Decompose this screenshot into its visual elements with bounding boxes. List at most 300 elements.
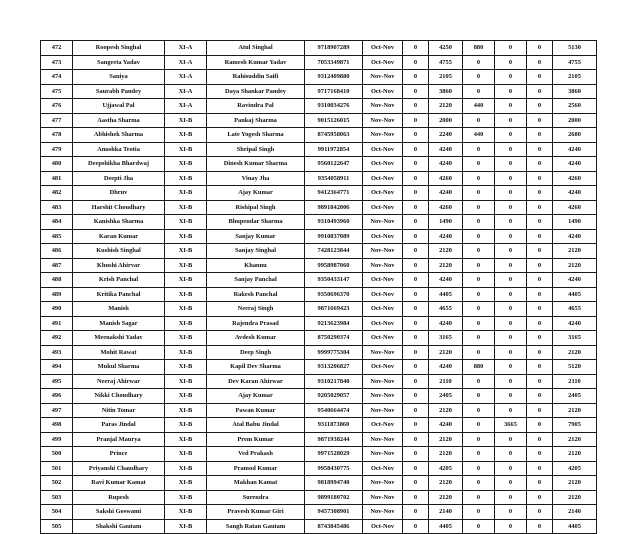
amount-col-1-cell: 0 — [403, 113, 429, 128]
amount-col-4-cell: 0 — [495, 302, 527, 317]
amount-col-5-cell: 0 — [527, 186, 553, 201]
amount-col-4-cell: 0 — [495, 519, 527, 534]
serial-number-cell: 497 — [41, 403, 73, 418]
amount-col-3-cell: 0 — [463, 331, 495, 346]
mobile-number-cell: 9457308901 — [305, 505, 363, 520]
amount-col-4-cell: 0 — [495, 70, 527, 85]
amount-col-5-cell: 0 — [527, 55, 553, 70]
total-amount-cell: 2405 — [553, 389, 597, 404]
table-row — [41, 403, 597, 418]
total-amount-cell: 4405 — [553, 519, 597, 534]
father-name-cell: Dinesh Kumar Sharma — [207, 157, 305, 172]
serial-number-cell: 499 — [41, 432, 73, 447]
mobile-number-cell: 8745958063 — [305, 128, 363, 143]
serial-number-cell: 496 — [41, 389, 73, 404]
mobile-number-cell: 8743845486 — [305, 519, 363, 534]
total-amount-cell: 4260 — [553, 200, 597, 215]
total-amount-cell: 4240 — [553, 186, 597, 201]
fee-month-cell: Oct-Nov — [363, 519, 403, 534]
class-section-cell: XI-B — [165, 374, 207, 389]
father-name-cell: Shripal Singh — [207, 142, 305, 157]
total-amount-cell: 2560 — [553, 99, 597, 114]
amount-col-2-cell: 4205 — [429, 461, 463, 476]
class-section-cell: XI-B — [165, 432, 207, 447]
table-row — [41, 171, 597, 186]
fee-month-cell: Oct-Nov — [363, 171, 403, 186]
serial-number-cell: 498 — [41, 418, 73, 433]
student-name-cell: Prince — [73, 447, 165, 462]
class-section-cell: XI-B — [165, 186, 207, 201]
serial-number-cell: 486 — [41, 244, 73, 259]
table-row — [41, 374, 597, 389]
father-name-cell: Sanjay Panchal — [207, 273, 305, 288]
student-name-cell: Nitin Tomar — [73, 403, 165, 418]
amount-col-3-cell: 0 — [463, 403, 495, 418]
amount-col-4-cell: 0 — [495, 287, 527, 302]
serial-number-cell: 485 — [41, 229, 73, 244]
amount-col-2-cell: 2120 — [429, 447, 463, 462]
student-name-cell: Deepshikha Bhardwaj — [73, 157, 165, 172]
father-name-cell: Ved Prakash — [207, 447, 305, 462]
student-name-cell: Saurabh Pandey — [73, 84, 165, 99]
father-name-cell: Atul Singhal — [207, 41, 305, 56]
serial-number-cell: 505 — [41, 519, 73, 534]
amount-col-3-cell: 0 — [463, 476, 495, 491]
fee-month-cell: Oct-Nov — [363, 273, 403, 288]
serial-number-cell: 477 — [41, 113, 73, 128]
amount-col-2-cell: 4240 — [429, 316, 463, 331]
total-amount-cell: 4405 — [553, 287, 597, 302]
amount-col-3-cell: 0 — [463, 432, 495, 447]
student-name-cell: Saniya — [73, 70, 165, 85]
amount-col-2-cell: 3165 — [429, 331, 463, 346]
amount-col-4-cell: 0 — [495, 41, 527, 56]
table-row — [41, 519, 597, 534]
amount-col-2-cell: 4240 — [429, 418, 463, 433]
student-name-cell: Khushi Ahirvar — [73, 258, 165, 273]
total-amount-cell: 4260 — [553, 171, 597, 186]
student-name-cell: Neeraj Ahirwar — [73, 374, 165, 389]
serial-number-cell: 488 — [41, 273, 73, 288]
student-name-cell: Kritika Panchal — [73, 287, 165, 302]
amount-col-3-cell: 0 — [463, 461, 495, 476]
father-name-cell: Prem Kumar — [207, 432, 305, 447]
amount-col-2-cell: 2240 — [429, 128, 463, 143]
amount-col-5-cell: 0 — [527, 432, 553, 447]
mobile-number-cell: 9958430775 — [305, 461, 363, 476]
table-row — [41, 41, 597, 56]
father-name-cell: Rahisuddin Saifi — [207, 70, 305, 85]
mobile-number-cell: 9350696370 — [305, 287, 363, 302]
father-name-cell: Ajay Kumar — [207, 186, 305, 201]
class-section-cell: XI-B — [165, 287, 207, 302]
amount-col-1-cell: 0 — [403, 476, 429, 491]
mobile-number-cell: 9958987060 — [305, 258, 363, 273]
student-name-cell: Deepti Jha — [73, 171, 165, 186]
amount-col-5-cell: 0 — [527, 490, 553, 505]
amount-col-2-cell: 4250 — [429, 41, 463, 56]
table-row — [41, 389, 597, 404]
amount-col-4-cell: 0 — [495, 142, 527, 157]
amount-col-3-cell: 0 — [463, 244, 495, 259]
amount-col-3-cell: 0 — [463, 447, 495, 462]
amount-col-4-cell: 0 — [495, 157, 527, 172]
table-row — [41, 186, 597, 201]
mobile-number-cell: 9354058911 — [305, 171, 363, 186]
student-name-cell: Abhishek Sharma — [73, 128, 165, 143]
table-row — [41, 447, 597, 462]
total-amount-cell: 4240 — [553, 142, 597, 157]
serial-number-cell: 503 — [41, 490, 73, 505]
class-section-cell: XI-B — [165, 302, 207, 317]
student-name-cell: Paras Jindal — [73, 418, 165, 433]
father-name-cell: Pankaj Sharma — [207, 113, 305, 128]
amount-col-1-cell: 0 — [403, 273, 429, 288]
total-amount-cell: 4205 — [553, 461, 597, 476]
amount-col-2-cell: 2000 — [429, 113, 463, 128]
amount-col-2-cell: 2120 — [429, 403, 463, 418]
total-amount-cell: 2120 — [553, 345, 597, 360]
fee-month-cell: Oct-Nov — [363, 41, 403, 56]
total-amount-cell: 4240 — [553, 316, 597, 331]
class-section-cell: XI-B — [165, 229, 207, 244]
fee-month-cell: Nov-Nov — [363, 113, 403, 128]
fee-month-cell: Oct-Nov — [363, 302, 403, 317]
amount-col-5-cell: 0 — [527, 142, 553, 157]
amount-col-4-cell: 0 — [495, 244, 527, 259]
fee-table — [40, 40, 597, 534]
fee-month-cell: Nov-Nov — [363, 447, 403, 462]
amount-col-2-cell: 2120 — [429, 490, 463, 505]
table-row — [41, 55, 597, 70]
amount-col-1-cell: 0 — [403, 287, 429, 302]
amount-col-3-cell: 0 — [463, 142, 495, 157]
student-name-cell: Mohit Rawat — [73, 345, 165, 360]
amount-col-1-cell: 0 — [403, 490, 429, 505]
mobile-number-cell: 9999775304 — [305, 345, 363, 360]
amount-col-5-cell: 0 — [527, 273, 553, 288]
amount-col-3-cell: 0 — [463, 171, 495, 186]
amount-col-4-cell: 0 — [495, 432, 527, 447]
amount-col-4-cell: 0 — [495, 389, 527, 404]
amount-col-2-cell: 4240 — [429, 157, 463, 172]
fee-month-cell: Nov-Nov — [363, 505, 403, 520]
amount-col-5-cell: 0 — [527, 157, 553, 172]
father-name-cell: Daya Shankar Pandey — [207, 84, 305, 99]
student-name-cell: Meenakshi Yadav — [73, 331, 165, 346]
father-name-cell: Pravesh Kumar Giri — [207, 505, 305, 520]
student-name-cell: Harshit Choudhary — [73, 200, 165, 215]
class-section-cell: XI-A — [165, 99, 207, 114]
amount-col-1-cell: 0 — [403, 505, 429, 520]
class-section-cell: XI-B — [165, 171, 207, 186]
serial-number-cell: 474 — [41, 70, 73, 85]
amount-col-4-cell: 0 — [495, 374, 527, 389]
amount-col-2-cell: 2120 — [429, 258, 463, 273]
total-amount-cell: 7905 — [553, 418, 597, 433]
table-row — [41, 229, 597, 244]
fee-month-cell: Nov-Nov — [363, 389, 403, 404]
total-amount-cell: 2120 — [553, 476, 597, 491]
amount-col-2-cell: 2120 — [429, 476, 463, 491]
student-name-cell: Nikki Choudhary — [73, 389, 165, 404]
total-amount-cell: 2680 — [553, 128, 597, 143]
class-section-cell: XI-B — [165, 490, 207, 505]
total-amount-cell: 4240 — [553, 229, 597, 244]
total-amount-cell: 2120 — [553, 403, 597, 418]
amount-col-1-cell: 0 — [403, 389, 429, 404]
serial-number-cell: 494 — [41, 360, 73, 375]
serial-number-cell: 491 — [41, 316, 73, 331]
serial-number-cell: 479 — [41, 142, 73, 157]
serial-number-cell: 475 — [41, 84, 73, 99]
amount-col-2-cell: 2120 — [429, 432, 463, 447]
amount-col-5-cell: 0 — [527, 113, 553, 128]
fee-month-cell: Oct-Nov — [363, 331, 403, 346]
student-name-cell: Kanishka Sharma — [73, 215, 165, 230]
amount-col-2-cell: 2105 — [429, 70, 463, 85]
student-name-cell: Pranjal Maurya — [73, 432, 165, 447]
total-amount-cell: 2120 — [553, 490, 597, 505]
student-name-cell: Ujjawal Pal — [73, 99, 165, 114]
amount-col-4-cell: 0 — [495, 476, 527, 491]
amount-col-4-cell: 3665 — [495, 418, 527, 433]
amount-col-5-cell: 0 — [527, 316, 553, 331]
student-name-cell: Shakshi Gautam — [73, 519, 165, 534]
serial-number-cell: 484 — [41, 215, 73, 230]
fee-month-cell: Oct-Nov — [363, 360, 403, 375]
amount-col-2-cell: 4240 — [429, 142, 463, 157]
class-section-cell: XI-B — [165, 476, 207, 491]
mobile-number-cell: 9560122647 — [305, 157, 363, 172]
class-section-cell: XI-B — [165, 360, 207, 375]
amount-col-2-cell: 1490 — [429, 215, 463, 230]
fee-month-cell: Nov-Nov — [363, 258, 403, 273]
mobile-number-cell: 9871669423 — [305, 302, 363, 317]
student-name-cell: Mukul Sharma — [73, 360, 165, 375]
father-name-cell: Dev Karan Ahirwar — [207, 374, 305, 389]
table-row — [41, 287, 597, 302]
amount-col-1-cell: 0 — [403, 128, 429, 143]
amount-col-5-cell: 0 — [527, 215, 553, 230]
table-row — [41, 258, 597, 273]
student-name-cell: Roopesh Singhal — [73, 41, 165, 56]
amount-col-1-cell: 0 — [403, 258, 429, 273]
amount-col-5-cell: 0 — [527, 374, 553, 389]
serial-number-cell: 478 — [41, 128, 73, 143]
table-row — [41, 113, 597, 128]
total-amount-cell: 2140 — [553, 505, 597, 520]
amount-col-4-cell: 0 — [495, 215, 527, 230]
table-row — [41, 345, 597, 360]
fee-month-cell: Oct-Nov — [363, 316, 403, 331]
table-row — [41, 84, 597, 99]
amount-col-5-cell: 0 — [527, 476, 553, 491]
mobile-number-cell: 9310034276 — [305, 99, 363, 114]
amount-col-3-cell: 440 — [463, 128, 495, 143]
table-row — [41, 490, 597, 505]
amount-col-1-cell: 0 — [403, 142, 429, 157]
student-name-cell: Manish — [73, 302, 165, 317]
amount-col-4-cell: 0 — [495, 128, 527, 143]
amount-col-3-cell: 0 — [463, 70, 495, 85]
serial-number-cell: 480 — [41, 157, 73, 172]
class-section-cell: XI-B — [165, 157, 207, 172]
amount-col-1-cell: 0 — [403, 186, 429, 201]
amount-col-1-cell: 0 — [403, 302, 429, 317]
table-row — [41, 360, 597, 375]
amount-col-1-cell: 0 — [403, 432, 429, 447]
mobile-number-cell: 9910837089 — [305, 229, 363, 244]
amount-col-5-cell: 0 — [527, 70, 553, 85]
fee-month-cell: Oct-Nov — [363, 186, 403, 201]
mobile-number-cell: 9213623984 — [305, 316, 363, 331]
mobile-number-cell: 9540664474 — [305, 403, 363, 418]
amount-col-3-cell: 0 — [463, 490, 495, 505]
class-section-cell: XI-B — [165, 418, 207, 433]
student-name-cell: Kushish Singhal — [73, 244, 165, 259]
student-name-cell: Ravi Kumar Kamat — [73, 476, 165, 491]
class-section-cell: XI-B — [165, 331, 207, 346]
amount-col-1-cell: 0 — [403, 70, 429, 85]
amount-col-1-cell: 0 — [403, 461, 429, 476]
father-name-cell: Ajay Kumar — [207, 389, 305, 404]
amount-col-2-cell: 3860 — [429, 84, 463, 99]
amount-col-5-cell: 0 — [527, 171, 553, 186]
serial-number-cell: 501 — [41, 461, 73, 476]
amount-col-5-cell: 0 — [527, 389, 553, 404]
mobile-number-cell: 9871938244 — [305, 432, 363, 447]
serial-number-cell: 472 — [41, 41, 73, 56]
amount-col-5-cell: 0 — [527, 360, 553, 375]
amount-col-4-cell: 0 — [495, 55, 527, 70]
class-section-cell: XI-B — [165, 505, 207, 520]
total-amount-cell: 2120 — [553, 447, 597, 462]
total-amount-cell: 4655 — [553, 302, 597, 317]
amount-col-3-cell: 0 — [463, 287, 495, 302]
total-amount-cell: 2120 — [553, 244, 597, 259]
table-row — [41, 128, 597, 143]
amount-col-5-cell: 0 — [527, 287, 553, 302]
father-name-cell: Rajendra Prasad — [207, 316, 305, 331]
table-row — [41, 316, 597, 331]
fee-table-body — [41, 41, 597, 534]
amount-col-1-cell: 0 — [403, 171, 429, 186]
amount-col-4-cell: 0 — [495, 84, 527, 99]
serial-number-cell: 504 — [41, 505, 73, 520]
student-name-cell: Krish Panchal — [73, 273, 165, 288]
class-section-cell: XI-B — [165, 215, 207, 230]
fee-month-cell: Oct-Nov — [363, 84, 403, 99]
fee-month-cell: Oct-Nov — [363, 142, 403, 157]
fee-month-cell: Nov-Nov — [363, 244, 403, 259]
serial-number-cell: 476 — [41, 99, 73, 114]
amount-col-1-cell: 0 — [403, 215, 429, 230]
amount-col-3-cell: 0 — [463, 418, 495, 433]
fee-month-cell: Oct-Nov — [363, 287, 403, 302]
class-section-cell: XI-A — [165, 84, 207, 99]
amount-col-3-cell: 0 — [463, 273, 495, 288]
amount-col-5-cell: 0 — [527, 331, 553, 346]
student-name-cell: Anushka Teotia — [73, 142, 165, 157]
class-section-cell: XI-B — [165, 128, 207, 143]
class-section-cell: XI-B — [165, 345, 207, 360]
table-row — [41, 142, 597, 157]
father-name-cell: Atal Babu Jindal — [207, 418, 305, 433]
fee-month-cell: Nov-Nov — [363, 70, 403, 85]
amount-col-3-cell: 880 — [463, 360, 495, 375]
amount-col-1-cell: 0 — [403, 229, 429, 244]
total-amount-cell: 2110 — [553, 374, 597, 389]
class-section-cell: XI-B — [165, 113, 207, 128]
mobile-number-cell: 9911972854 — [305, 142, 363, 157]
class-section-cell: XI-B — [165, 258, 207, 273]
mobile-number-cell: 9717168410 — [305, 84, 363, 99]
fee-month-cell: Nov-Nov — [363, 490, 403, 505]
father-name-cell: Khannu — [207, 258, 305, 273]
fee-month-cell: Oct-Nov — [363, 461, 403, 476]
father-name-cell: Surendra — [207, 490, 305, 505]
amount-col-3-cell: 0 — [463, 345, 495, 360]
class-section-cell: XI-B — [165, 273, 207, 288]
amount-col-1-cell: 0 — [403, 200, 429, 215]
fee-month-cell: Oct-Nov — [363, 55, 403, 70]
fee-month-cell: Nov-Nov — [363, 403, 403, 418]
amount-col-5-cell: 0 — [527, 403, 553, 418]
amount-col-1-cell: 0 — [403, 403, 429, 418]
table-row — [41, 200, 597, 215]
amount-col-4-cell: 0 — [495, 273, 527, 288]
amount-col-4-cell: 0 — [495, 113, 527, 128]
amount-col-1-cell: 0 — [403, 331, 429, 346]
mobile-number-cell: 9310493960 — [305, 215, 363, 230]
father-name-cell: Ramesh Kumar Yadav — [207, 55, 305, 70]
student-name-cell: Priyanshi Chaudhary — [73, 461, 165, 476]
amount-col-3-cell: 0 — [463, 505, 495, 520]
mobile-number-cell: 9899180702 — [305, 490, 363, 505]
student-name-cell: Manish Sagar — [73, 316, 165, 331]
mobile-number-cell: 9971528029 — [305, 447, 363, 462]
fee-month-cell: Nov-Nov — [363, 476, 403, 491]
total-amount-cell: 5130 — [553, 41, 597, 56]
total-amount-cell: 5120 — [553, 360, 597, 375]
amount-col-4-cell: 0 — [495, 186, 527, 201]
father-name-cell: Neeraj Singh — [207, 302, 305, 317]
table-row — [41, 331, 597, 346]
total-amount-cell: 2105 — [553, 70, 597, 85]
father-name-cell: Kapil Dev Sharma — [207, 360, 305, 375]
amount-col-1-cell: 0 — [403, 99, 429, 114]
amount-col-2-cell: 4240 — [429, 229, 463, 244]
mobile-number-cell: 7428123844 — [305, 244, 363, 259]
fee-month-cell: Nov-Nov — [363, 345, 403, 360]
table-row — [41, 244, 597, 259]
fee-register-sheet — [40, 40, 596, 534]
mobile-number-cell: 9310217840 — [305, 374, 363, 389]
amount-col-4-cell: 0 — [495, 345, 527, 360]
amount-col-5-cell: 0 — [527, 229, 553, 244]
amount-col-1-cell: 0 — [403, 55, 429, 70]
total-amount-cell: 4240 — [553, 157, 597, 172]
class-section-cell: XI-B — [165, 389, 207, 404]
table-row — [41, 505, 597, 520]
father-name-cell: Sangh Ratan Gautam — [207, 519, 305, 534]
amount-col-2-cell: 2140 — [429, 505, 463, 520]
father-name-cell: Sanjay Singhal — [207, 244, 305, 259]
serial-number-cell: 493 — [41, 345, 73, 360]
amount-col-2-cell: 4260 — [429, 171, 463, 186]
amount-col-3-cell: 0 — [463, 374, 495, 389]
